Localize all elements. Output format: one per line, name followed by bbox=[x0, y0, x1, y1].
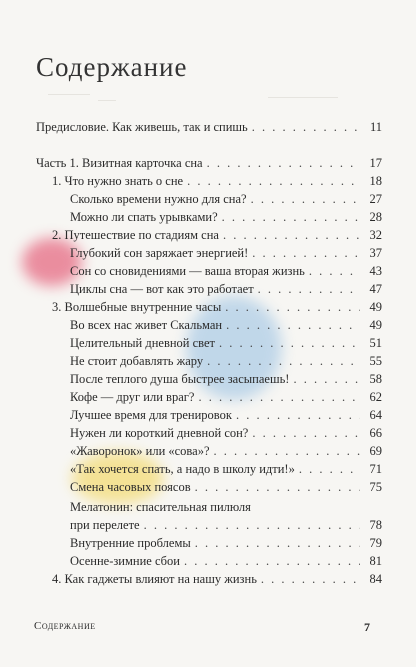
toc-entry-section-continued[interactable] bbox=[70, 518, 382, 533]
toc-entry-text: Циклы сна — вот как это работает bbox=[70, 282, 254, 296]
toc-entry-text: «Так хочется спать, а надо в школу идти!» bbox=[70, 462, 295, 476]
toc-entry-text: Мелатонин: спасительная пилюля bbox=[70, 500, 251, 514]
toc-leader-dots bbox=[225, 300, 360, 315]
toc-entry-part-1[interactable] bbox=[36, 156, 382, 171]
toc-entry-chapter-1[interactable] bbox=[52, 174, 382, 189]
toc-entry-section[interactable] bbox=[70, 264, 382, 279]
toc-entry-text: Смена часовых поясов bbox=[70, 480, 191, 494]
toc-leader-dots bbox=[258, 282, 360, 297]
toc-leader-dots bbox=[236, 408, 360, 423]
toc-entry-section[interactable] bbox=[70, 408, 382, 423]
toc-leader-dots bbox=[309, 264, 360, 279]
toc-entry-page: 69 bbox=[369, 444, 382, 458]
toc-entry-page: 84 bbox=[369, 572, 382, 586]
toc-entry-section[interactable] bbox=[70, 480, 382, 495]
toc-entry-section[interactable] bbox=[70, 462, 382, 477]
toc-entry-page: 37 bbox=[369, 246, 382, 260]
toc-leader-dots bbox=[252, 246, 360, 261]
toc-entry-page: 66 bbox=[369, 426, 382, 440]
toc-entry-text: Сон со сновидениями — ваша вторая жизнь bbox=[70, 264, 305, 278]
toc-entry-text: Нужен ли короткий дневной сон? bbox=[70, 426, 249, 440]
page-title: Содержание bbox=[36, 52, 188, 82]
toc-leader-dots bbox=[207, 156, 360, 171]
toc-leader-dots bbox=[214, 444, 360, 459]
toc-entry-page: 51 bbox=[369, 336, 382, 350]
toc-entry-text: Внутренние проблемы bbox=[70, 536, 191, 550]
toc-entry-page: 18 bbox=[369, 174, 382, 188]
toc-entry-page: 49 bbox=[369, 300, 382, 314]
toc-entry-page: 32 bbox=[369, 228, 382, 242]
toc-entry-page: 11 bbox=[369, 120, 382, 134]
toc-entry-text: при перелете bbox=[70, 518, 140, 532]
toc-entry-page: 79 bbox=[369, 536, 382, 550]
toc-entry-text: Осенне-зимние сбои bbox=[70, 554, 180, 568]
toc-entry-text: Во всех нас живет Скальман bbox=[70, 318, 223, 332]
toc-entry-text: 2. Путешествие по стадиям сна bbox=[52, 228, 219, 242]
toc-leader-dots bbox=[207, 354, 360, 369]
toc-entry-page: 64 bbox=[369, 408, 382, 422]
toc-entry-section[interactable] bbox=[70, 444, 382, 459]
toc-leader-dots bbox=[261, 572, 360, 587]
toc-entry-section[interactable] bbox=[70, 554, 382, 569]
toc-entry-section[interactable] bbox=[70, 210, 382, 225]
toc-leader-dots bbox=[195, 536, 360, 551]
toc-entry-section[interactable] bbox=[70, 246, 382, 261]
toc-entry-page: 28 bbox=[369, 210, 382, 224]
toc-entry-page: 47 bbox=[369, 282, 382, 296]
toc-entry-page: 81 bbox=[369, 554, 382, 568]
running-footer-section: Содержание bbox=[34, 620, 96, 632]
toc-entry-text: После теплого душа быстрее засыпаешь! bbox=[70, 372, 290, 386]
toc-entry-text: Целительный дневной свет bbox=[70, 336, 215, 350]
toc-entry-text: Не стоит добавлять жару bbox=[70, 354, 204, 368]
toc-leader-dots bbox=[198, 390, 360, 405]
toc-leader-dots bbox=[187, 174, 360, 189]
toc-entry-chapter-4[interactable] bbox=[52, 572, 382, 587]
toc-leader-dots bbox=[251, 192, 360, 207]
toc-entry-section[interactable] bbox=[70, 318, 382, 333]
toc-leader-dots bbox=[252, 120, 360, 135]
toc-leader-dots bbox=[144, 518, 360, 533]
toc-entry-chapter-3[interactable] bbox=[52, 300, 382, 315]
toc-leader-dots bbox=[226, 318, 360, 333]
toc-entry-text: «Жаворонок» или «сова»? bbox=[70, 444, 210, 458]
toc-entry-page: 58 bbox=[369, 372, 382, 386]
toc-entry-text: Часть 1. Визитная карточка сна bbox=[36, 156, 203, 170]
toc-entry-section[interactable] bbox=[70, 336, 382, 351]
toc-entry-section[interactable] bbox=[70, 536, 382, 551]
toc-leader-dots bbox=[299, 462, 360, 477]
toc-entry-text: Предисловие. Как живешь, так и спишь bbox=[36, 120, 248, 134]
toc-entry-section[interactable] bbox=[70, 500, 382, 515]
toc-entry-section[interactable] bbox=[70, 426, 382, 441]
toc-leader-dots bbox=[252, 426, 360, 441]
toc-entry-page: 27 bbox=[369, 192, 382, 206]
toc-entry-text: 3. Волшебные внутренние часы bbox=[52, 300, 222, 314]
toc-leader-dots bbox=[195, 480, 360, 495]
toc-entry-page: 62 bbox=[369, 390, 382, 404]
toc-entry-section[interactable] bbox=[70, 390, 382, 405]
toc-entry-text: Сколько времени нужно для сна? bbox=[70, 192, 247, 206]
toc-entry-page: 17 bbox=[369, 156, 382, 170]
toc-entry-page: 43 bbox=[369, 264, 382, 278]
toc-entry-page: 75 bbox=[369, 480, 382, 494]
toc-entry-page: 55 bbox=[369, 354, 382, 368]
toc-entry-page: 78 bbox=[369, 518, 382, 532]
toc-leader-dots bbox=[219, 336, 360, 351]
toc-leader-dots bbox=[184, 554, 360, 569]
toc-entry-text: Можно ли спать урывками? bbox=[70, 210, 218, 224]
toc-entry-page: 71 bbox=[369, 462, 382, 476]
toc-leader-dots bbox=[293, 372, 360, 387]
toc-leader-dots bbox=[223, 228, 360, 243]
toc-entry-section[interactable] bbox=[70, 372, 382, 387]
toc-entry-chapter-2[interactable] bbox=[52, 228, 382, 243]
page-number: 7 bbox=[364, 620, 370, 634]
toc-entry-section[interactable] bbox=[70, 192, 382, 207]
toc-leader-dots bbox=[222, 210, 360, 225]
toc-entry-preface[interactable] bbox=[36, 120, 382, 135]
toc-entry-text: 1. Что нужно знать о сне bbox=[52, 174, 184, 188]
toc-entry-text: Кофе — друг или враг? bbox=[70, 390, 195, 404]
toc-entry-text: Лучшее время для тренировок bbox=[70, 408, 232, 422]
toc-entry-page: 49 bbox=[369, 318, 382, 332]
toc-entry-text: 4. Как гаджеты влияют на нашу жизнь bbox=[52, 572, 257, 586]
toc-entry-text: Глубокий сон заряжает энергией! bbox=[70, 246, 249, 260]
toc-entry-section[interactable] bbox=[70, 354, 382, 369]
toc-entry-section[interactable] bbox=[70, 282, 382, 297]
